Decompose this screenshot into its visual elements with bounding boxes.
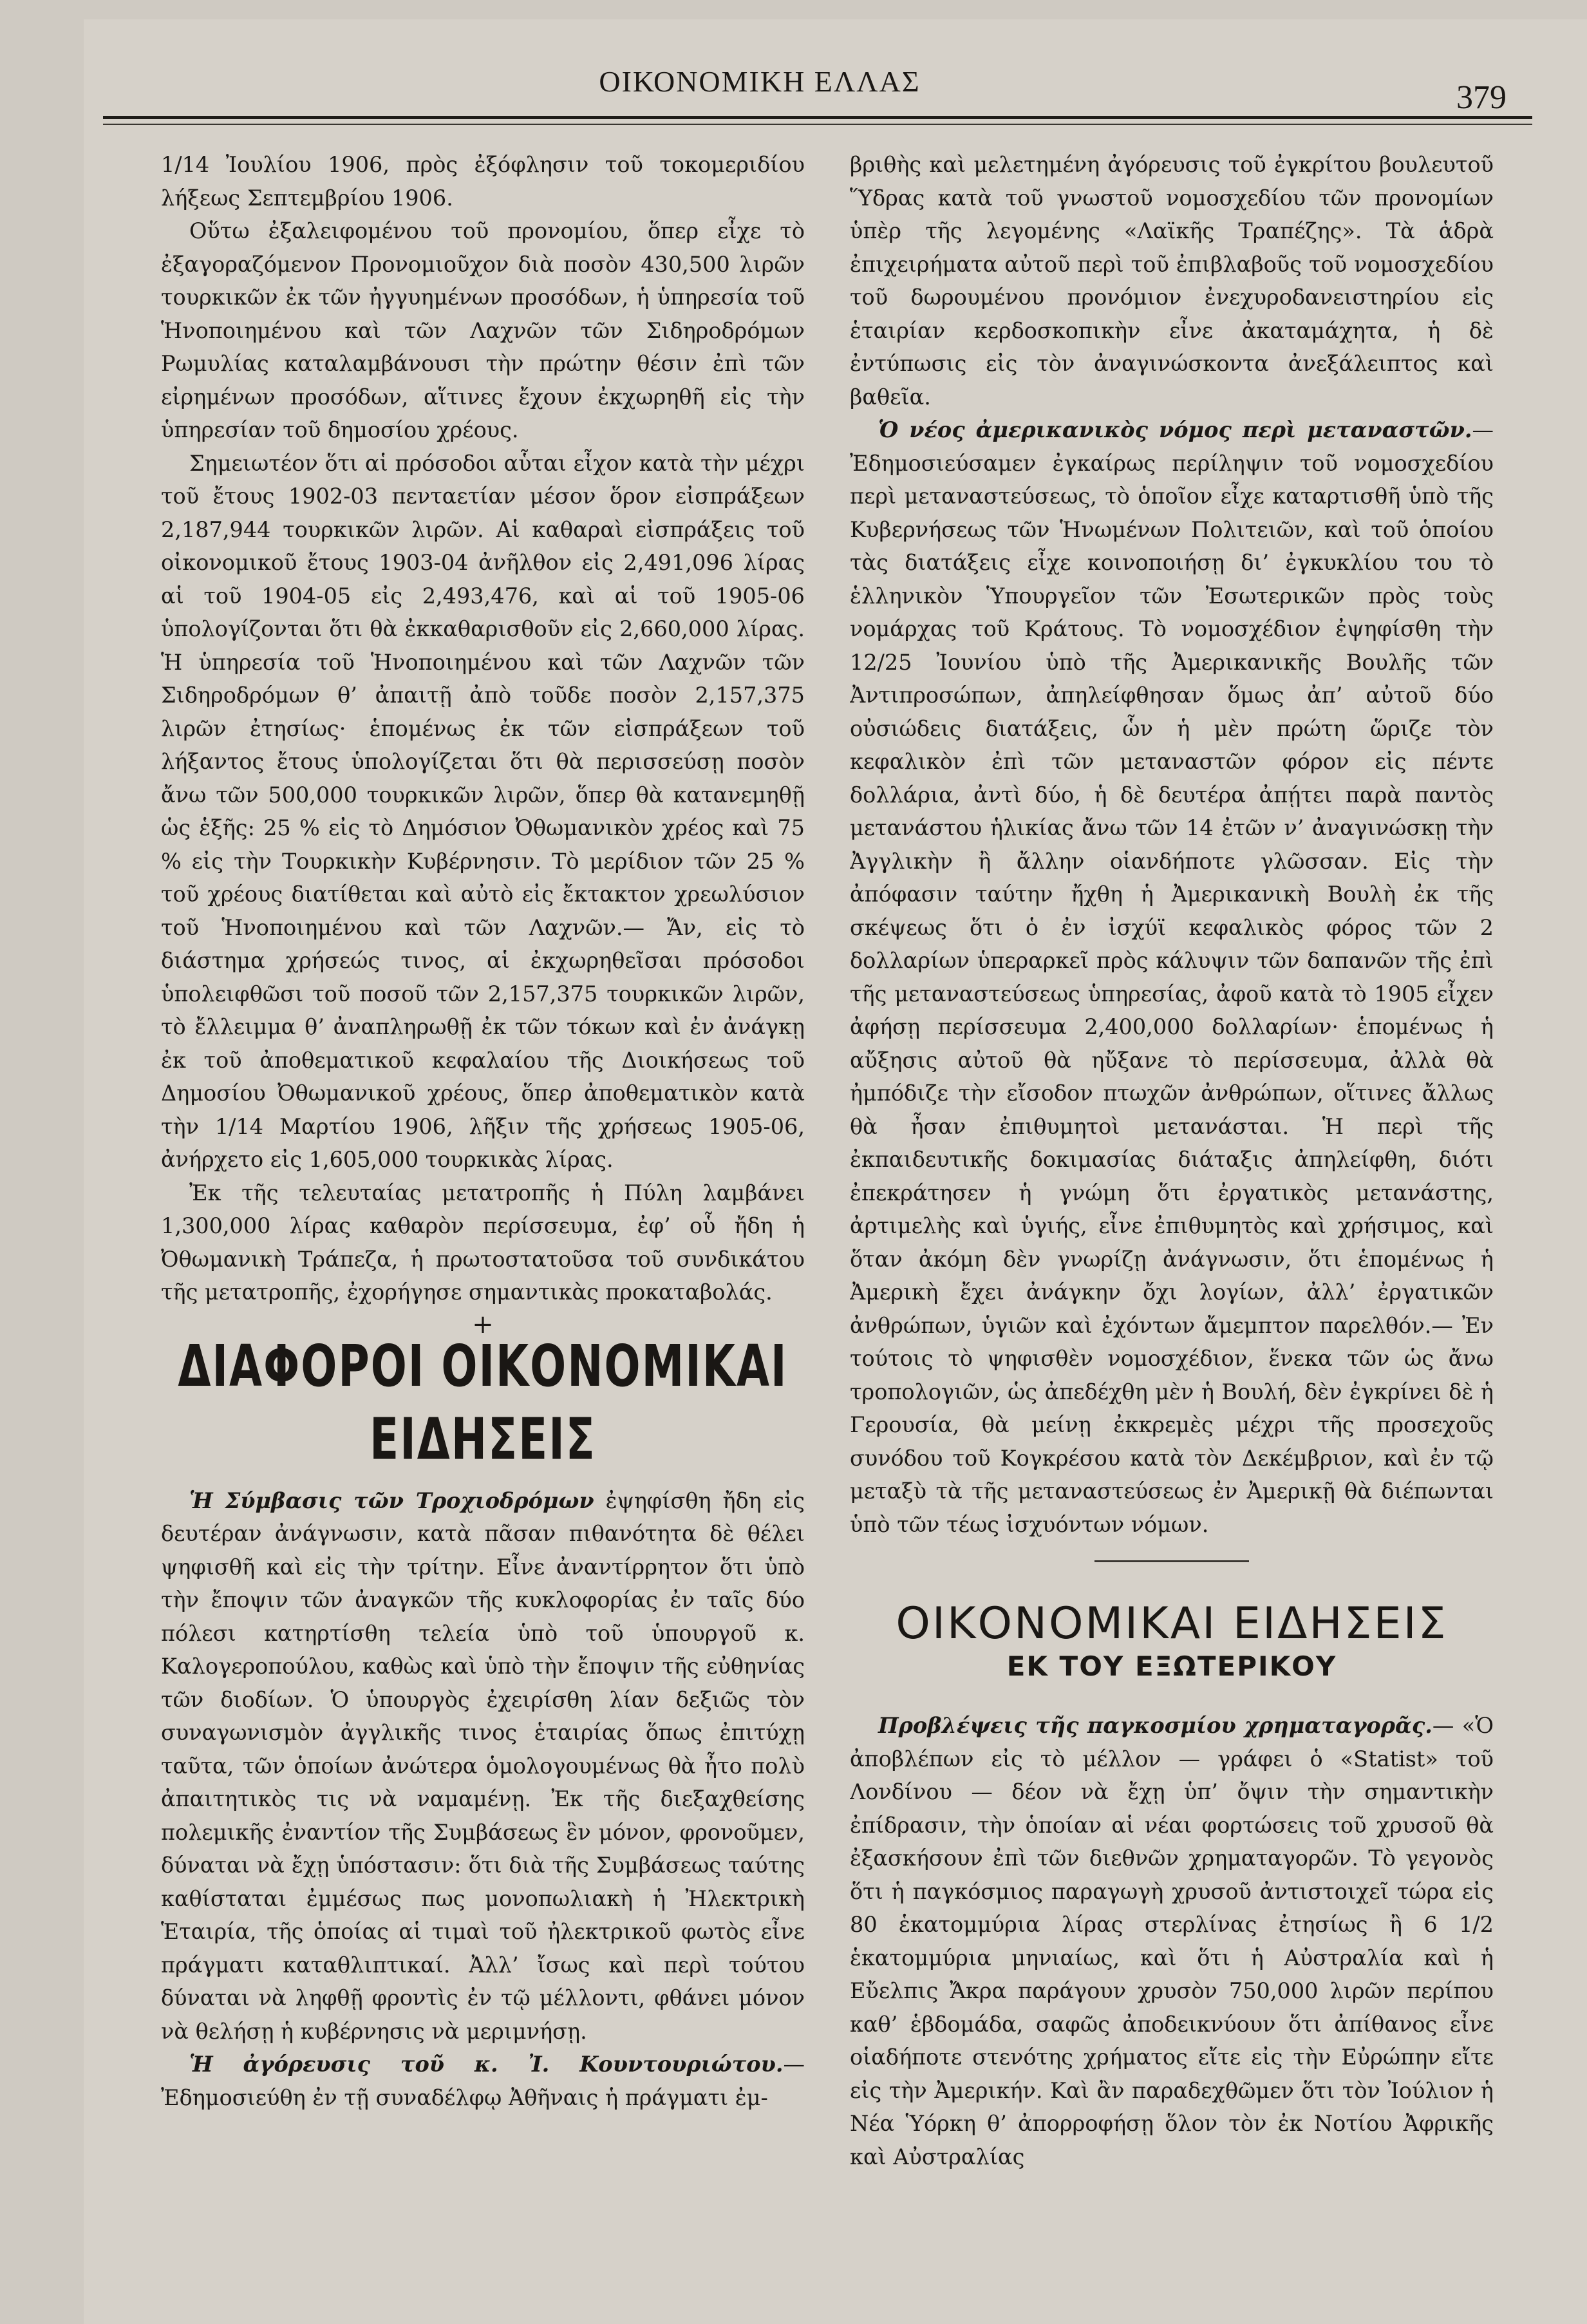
section-divider: +	[472, 1309, 494, 1339]
header-rule-thick	[103, 116, 1532, 119]
news-rubric: Ἡ ἀγόρευσις τοῦ κ. Ἰ. Κουντουριώτου.	[189, 2052, 784, 2077]
separator-line	[1094, 1560, 1249, 1562]
news-item	[850, 1709, 1494, 2173]
paragraph: Οὕτω ἐξαλειφομένου τοῦ προνομίου, ὅπερ εἶχε τὸ ἐξαγοραζόμενον Προνομιοῦχον διὰ ποσὸν 430,500 λιρῶν τουρκικῶν ἐκ τῶν ἠγγυημένων προσόδων, ἡ ὑπηρεσία τοῦ Ἡνοποιημένου καὶ τῶν Λαχνῶν τῶν Σιδηροδρόμων Ρωμυλίας καταλαμβάνουσι τὴν πρώτην θέσιν ἐπὶ τῶν εἰρημένων προσόδων, αἵτινες ἔχουν ἐκχωρηθῆ εἰς τὴν ὑπηρεσίαν τοῦ δημοσίου χρέους.	[161, 218, 805, 442]
news-rubric: Προβλέψεις τῆς παγκοσμίου χρηματαγορᾶς.	[878, 1713, 1432, 1738]
right-column	[850, 148, 1494, 2273]
news-text: — Ἐδημοσιεύσαμεν ἐγκαίρως περίληψιν τοῦ νομοσχεδίου περὶ μεταναστεύσεως, τὸ ὁποῖον εἶχε καταρτισθῆ ὑπὸ τῆς Κυβερνήσεως τῶν Ἡνωμένων Πολιτειῶν, καὶ τοῦ ὁποίου τὰς διατάξεις εἶχε κοινοποιήσῃ δι’ ἐγκυκλίου του τὸ ἑλληνικὸν Ὑπουργεῖον τῶν Ἐσωτερικῶν πρὸς τοὺς νομάρχας τοῦ Κράτους. Τὸ νομοσχέδιον ἐψηφίσθη τὴν 12/25 Ἰουνίου ὑπὸ τῆς Ἀμερικανικῆς Βουλῆς τῶν Ἀντιπροσώπων, ἀπηλείφθησαν ὅμως ἀπ’ αὐτοῦ δύο οὐσιώδεις διατάξεις, ὧν ἡ μὲν πρώτη ὥριζε τὸν κεφαλικὸν ἐπὶ τῶν μεταναστῶν φόρον εἰς πέντε δολλάρια, ἀντὶ δύο, ἡ δὲ δευτέρα ἀπῄτει παρὰ παντὸς μετανάστου ἡλικίας ἄνω τῶν 14 ἐτῶν ν’ ἀναγινώσκῃ τὴν Ἀγγλικὴν ἢ ἄλλην οἱανδήποτε γλῶσσαν. Εἰς τὴν ἀπόφασιν ταύτην ἤχθη ἡ Ἀμερικανικὴ Βουλὴ ἐκ τῆς σκέψεως ὅτι ὁ ἐν ἰσχύϊ κεφαλικὸς φόρος τῶν 2 δολλαρίων ὑπεραρκεῖ πρὸς κάλυψιν τῶν δαπανῶν τῆς ἐπὶ τῆς μεταναστεύσεως ὑπηρεσίας, ἀφοῦ κατὰ τὸ 1905 εἶχεν ἀφήσῃ περίσσευμα 2,400,000 δολλαρίων· ἑπομένως ἡ αὔξησις αὐτοῦ θὰ ηὔξανε τὸ περίσσευμα, ἀλλὰ θὰ ἠμπόδιζε τὴν εἴσοδον πτωχῶν ἀνθρώπων, οἵτινες ἄλλως θὰ ἦσαν ἐπιθυμητοὶ μετανάσται. Ἡ περὶ τῆς ἐκπαιδευτικῆς δοκιμασίας διάταξις ἀπηλείφθη, διότι ἐπεκράτησεν ἡ γνώμη ὅτι ἐργατικὸς μετανάστης, ἀρτιμελὴς καὶ ὑγιής, εἶνε ἐπιθυμητὸς καὶ χρήσιμος, καὶ ὅταν ἀκόμη δὲν γνωρίζῃ ἀνάγνωσιν, ὅτι ἑπομένως ἡ Ἀμερικὴ ἔχει ἀνάγκην ὄχι λογίων, ἀλλ’ ἐργατικῶν ἀνθρώπων, ὑγιῶν καὶ ἐχόντων ἄμεμπτον παρελθόν.— Ἐν τούτοις τὸ ψηφισθὲν νομοσχέδιον, ἕνεκα τῶν ὡς ἄνω τροπολογιῶν, ὡς ἀπεδέχθη μὲν ἡ Βουλή, δὲν ἐγκρίνει δὲ ἡ Γερουσία, θὰ μείνῃ ἐκκρεμὲς μέχρι τῆς προσεχοῦς συνόδου τοῦ Κογκρέσου κατὰ τὸν Δεκέμβριον, καὶ ἐν τῷ μεταξὺ τὰ τῆς μεταναστεύσεως ἐν Ἀμερικῇ θὰ διέπωνται ὑπὸ τῶν τέως ἰσχυόντων νόμων.	[850, 417, 1494, 1537]
news-item	[161, 2048, 805, 2114]
left-column	[161, 148, 805, 2273]
page-header	[84, 19, 1587, 135]
news-rubric: Ἡ Σύμβασις τῶν Τροχιοδρόμων	[189, 1488, 594, 1513]
paragraph-continued: 1/14 Ἰουλίου 1906, πρὸς ἐξόφλησιν τοῦ τοκομεριδίου λήξεως Σεπτεμβρίου 1906.	[161, 152, 805, 211]
news-item	[850, 413, 1494, 1541]
page-number: 379	[1456, 79, 1507, 116]
news-rubric: Ὁ νέος ἀμερικανικὸς νόμος περὶ μεταναστῶν.	[878, 417, 1472, 442]
news-text: — Ἐδημοσιεύθη ἐν τῇ συναδέλφῳ Ἀθῆναις ἡ πράγματι ἐμ-	[161, 2052, 805, 2110]
news-item	[161, 1484, 805, 2048]
news-text: ἐψηφίσθη ἤδη εἰς δευτέραν ἀνάγνωσιν, κατὰ πᾶσαν πιθανότητα δὲ θέλει ψηφισθῆ καὶ εἰς τὴν τρίτην. Εἶνε ἀναντίρρητον ὅτι ὑπὸ τὴν ἔποψιν τῶν ἀναγκῶν τῆς κυκλοφορίας ἐν ταῖς δύο πόλεσι κατηρτίσθη τελεία ὑπὸ τοῦ ὑπουργοῦ κ. Καλογεροπούλου, καθὼς καὶ ὑπὸ τὴν ἔποψιν τῆς εὐθηνίας τῶν διοδίων. Ὁ ὑπουργὸς ἐχειρίσθη λίαν δεξιῶς τὸν συναγωνισμὸν ἀγγλικῆς τινος ἑταιρίας ὅπως ἐπιτύχῃ ταῦτα, τῶν ὁποίων ἀνώτερα ὁμολογουμένως θὰ ἦτο πολὺ ἀπαιτητικὸς τις νὰ ναμαμένῃ. Ἐκ τῆς διεξαχθείσης πολεμικῆς ἐναντίον τῆς Συμβάσεως ἓν μόνον, φρονοῦμεν, δύναται νὰ ἔχῃ ὑπόστασιν: ὅτι διὰ τῆς Συμβάσεως ταύτης καθίσταται ἐμμέσως πως μονοπωλιακὴ ἡ Ἠλεκτρικὴ Ἑταιρία, τῆς ὁποίας αἱ τιμαὶ τοῦ ἠλεκτρικοῦ φωτὸς εἶνε πράγματι καταθλιπτικαί. Ἀλλ’ ἴσως καὶ περὶ τούτου δύναται νὰ ληφθῇ φροντὶς ἐν τῷ μέλλοντι, φθάνει μόνον νὰ θελήσῃ ἡ κυβέρνησις νὰ μεριμνήσῃ.	[161, 1488, 805, 2044]
header-rule-thin	[103, 124, 1532, 125]
paragraph-continued: βριθὴς καὶ μελετημένη ἀγόρευσις τοῦ ἐγκρίτου βουλευτοῦ Ὕδρας κατὰ τοῦ γνωστοῦ νομοσχεδίου τῶν προνομίων ὑπὲρ τῆς λεγομένης «Λαϊκῆς Τραπέζης». Τὰ ἁδρὰ ἐπιχειρήματα αὐτοῦ περὶ τοῦ ἐπιβλαβοῦς τοῦ νομοσχεδίου τοῦ δωρουμένου προνόμιον ἐνεχυροδανειστηρίου εἰς ἑταιρίαν κερδοσκοπικὴν εἶνε ἀκαταμάχητα, ἡ δὲ ἐντύπωσις εἰς τὸν ἀναγινώσκοντα ἀνεξάλειπτος καὶ βαθεῖα.	[850, 152, 1494, 410]
foreign-section-subheading: ΕΚ ΤΟΥ ΕΞΩΤΕΡΙΚΟΥ	[1006, 1650, 1337, 1682]
foreign-section-heading: ΟΙΚΟΝΟΜΙΚΑΙ ΕΙΔΗΣΕΙΣ	[896, 1598, 1448, 1649]
running-title: ΟΙΚΟΝΟΜΙΚΗ ΕΛΛΑΣ	[599, 65, 921, 98]
section-heading: ΔΙΑΦΟΡΟΙ ΟΙΚΟΝΟΜΙΚΑΙ ΕΙΔΗΣΕΙΣ	[178, 1332, 788, 1473]
paragraph: Ἐκ τῆς τελευταίας μετατροπῆς ἡ Πύλη λαμβάνει 1,300,000 λίρας καθαρὸν περίσσευμα, ἐφ’ οὗ ἤδη ἡ Ὀθωμανικὴ Τράπεζα, ἡ πρωτοστατοῦσα τοῦ συνδικάτου τῆς μετατροπῆς, ἐχορήγησε σημαντικὰς προκαταβολάς.	[161, 1180, 805, 1305]
journal-page	[84, 19, 1587, 2324]
paragraph: Σημειωτέον ὅτι αἱ πρόσοδοι αὗται εἶχον κατὰ τὴν μέχρι τοῦ ἔτους 1902-03 πενταετίαν μέσον ὅρον εἰσπράξεων 2,187,944 τουρκικῶν λιρῶν. Αἱ καθαραὶ εἰσπράξεις τοῦ οἰκονομικοῦ ἔτους 1903-04 ἀνῆλθον εἰς 2,491,096 λίρας αἱ τοῦ 1904-05 εἰς 2,493,476, καὶ αἱ τοῦ 1905-06 ὑπολογίζονται ὅτι θὰ ἐκκαθαρισθοῦν εἰς 2,660,000 λίρας. Ἡ ὑπηρεσία τοῦ Ἡνοποιημένου καὶ τῶν Λαχνῶν τῶν Σιδηροδρόμων θ’ ἀπαιτῇ ἀπὸ τοῦδε ποσὸν 2,157,375 λιρῶν ἐτησίως· ἑπομένως ἐκ τῶν εἰσπράξεων τοῦ λήξαντος ἔτους ὑπολογίζεται ὅτι θὰ περισσεύσῃ ποσὸν ἄνω τῶν 500,000 τουρκικῶν λιρῶν, ὅπερ θὰ κατανεμηθῇ ὡς ἑξῆς: 25 % εἰς τὸ Δημόσιον Ὀθωμανικὸν χρέος καὶ 75 % εἰς τὴν Τουρκικὴν Κυβέρνησιν. Τὸ μερίδιον τῶν 25 % τοῦ χρέους διατίθεται καὶ αὐτὸ εἰς ἔκτακτον χρεωλύσιον τοῦ Ἡνοποιημένου καὶ τῶν Λαχνῶν.— Ἄν, εἰς τὸ διάστημα χρήσεώς τινος, αἱ ἐκχωρηθεῖσαι πρόσοδοι ὑπολειφθῶσι τοῦ ποσοῦ τῶν 2,157,375 τουρκικῶν λιρῶν, τὸ ἔλλειμμα θ’ ἀναπληρωθῇ ἐκ τῶν τόκων καὶ ἐν ἀνάγκῃ ἐκ τοῦ ἀποθεματικοῦ κεφαλαίου τῆς Διοικήσεως τοῦ Δημοσίου Ὀθωμανικοῦ χρέους, ὅπερ ἀποθεματικὸν κατὰ τὴν 1/14 Μαρτίου 1906, λῆξιν τῆς χρήσεως 1905-06, ἀνήρχετο εἰς 1,605,000 τουρκικὰς λίρας.	[161, 450, 805, 1172]
news-text: — «Ὁ ἀποβλέπων εἰς τὸ μέλλον — γράφει ὁ «Statist» τοῦ Λονδίνου — δέον νὰ ἔχῃ ὑπ’ ὄψιν τὴν σημαντικὴν ἐπίδρασιν, τὴν ὁποίαν αἱ νέαι φορτώσεις τοῦ χρυσοῦ θὰ ἐξασκήσουν ἐπὶ τῶν διεθνῶν χρηματαγορῶν. Τὸ γεγονὸς ὅτι ἡ παγκόσμιος παραγωγὴ χρυσοῦ ἀντιστοιχεῖ τώρα εἰς 80 ἑκατομμύρια λίρας στερλίνας ἐτησίως ἢ 6 1/2 ἑκατομμύρια μηνιαίως, καὶ ὅτι ἡ Αὐστραλία καὶ ἡ Εὔελπις Ἄκρα παράγουν χρυσὸν 750,000 λιρῶν περίπου καθ’ ἑβδομάδα, σαφῶς ἀποδεικνύουν ὅτι ἀπίθανος εἶνε οἱαδήποτε στενότης χρήματος εἴτε εἰς τὴν Εὐρώπην εἴτε εἰς τὴν Ἀμερικήν. Καὶ ἂν παραδεχθῶμεν ὅτι τὸν Ἰούλιον ἡ Νέα Ὑόρκη θ’ ἀπορροφήσῃ ὅλον τὸν ἐκ Νοτίου Ἀφρικῆς καὶ Αὐστραλίας	[850, 1713, 1494, 2169]
